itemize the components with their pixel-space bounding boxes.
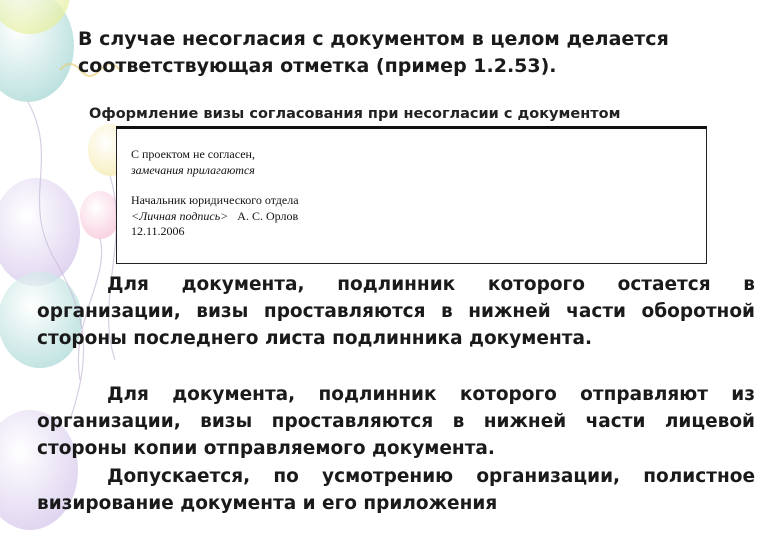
intro-text: В случае несогласия с документом в целом делается соответствующая отметка (пример 1.2.53). bbox=[78, 28, 669, 77]
paragraph-original-sent bbox=[37, 381, 755, 462]
visa-example-box bbox=[116, 126, 707, 264]
paragraph-sheet-visa bbox=[37, 463, 755, 517]
paragraph-1-text: Для документа, подлинник которого остается в организации, визы проставляются в нижней части оборотной стороны последнего листа подлинника документа. bbox=[37, 274, 755, 349]
visa-top-rule bbox=[116, 126, 707, 129]
visa-text bbox=[131, 147, 299, 240]
visa-line-1: С проектом не согласен, bbox=[131, 147, 255, 161]
visa-signature-row bbox=[131, 209, 299, 225]
paragraph-original-stays bbox=[37, 271, 755, 352]
visa-line-2: замечания прилагаются bbox=[131, 162, 255, 177]
paragraph-2-text: Для документа, подлинник которого отправляют из организации, визы проставляются в нижней части лицевой стороны копии отправляемого документа. bbox=[37, 384, 755, 459]
example-caption: Оформление визы согласования при несогласии с документом bbox=[89, 106, 621, 122]
visa-date: 12.11.2006 bbox=[131, 224, 185, 238]
paragraph-3-text: Допускается, по усмотрению организации, полистное визирование документа и его приложения bbox=[37, 466, 755, 514]
visa-position: Начальник юридического отдела bbox=[131, 193, 299, 207]
visa-name: А. С. Орлов bbox=[237, 208, 299, 223]
visa-signature: <Личная подпись> bbox=[131, 208, 229, 223]
